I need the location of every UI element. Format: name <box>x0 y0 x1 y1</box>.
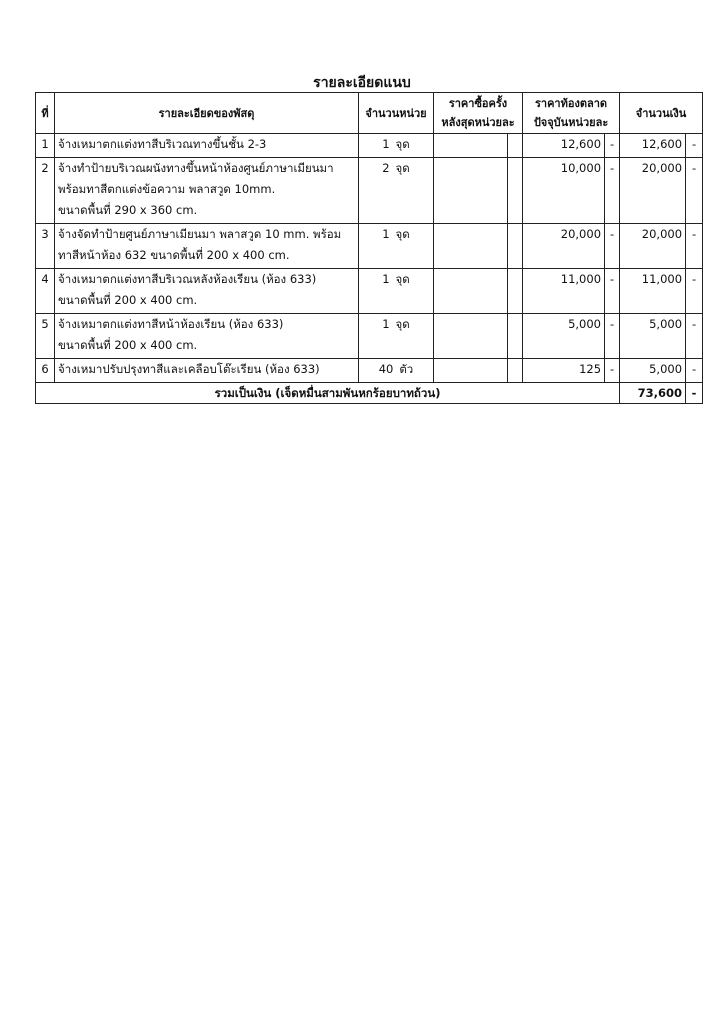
total-row <box>36 383 703 404</box>
row-number: 5 <box>36 314 55 359</box>
header-no: ที่ <box>36 93 55 134</box>
header-market-line1: ราคาท้องตลาด <box>534 97 608 110</box>
total-label: รวมเป็นเงิน (เจ็ดหมื่นสามพันหกร้อยบาทถ้วน) <box>36 383 620 404</box>
table-body <box>36 134 703 404</box>
row-detail <box>55 314 359 359</box>
row-qty-number: 40 <box>378 362 394 376</box>
header-last-price-line1: ราคาซื้อครั้ง <box>448 97 508 110</box>
row-detail-line: ทาสีหน้าห้อง 632 ขนาดพื้นที่ 200 x 400 cm. <box>58 248 290 262</box>
row-detail-line: จ้างจัดทำป้ายศูนย์ภาษาเมียนมา พลาสวูด 10 mm. พร้อม <box>58 227 342 241</box>
row-detail <box>55 224 359 269</box>
row-qty-unit: จุด <box>395 227 410 241</box>
row-market-price: 20,000 <box>523 224 605 269</box>
row-qty-unit: จุด <box>395 317 410 331</box>
row-qty-unit: จุด <box>395 272 410 286</box>
row-detail <box>55 359 359 383</box>
row-amount-sub: - <box>686 158 703 224</box>
row-last-price <box>434 134 508 158</box>
row-detail <box>55 158 359 224</box>
row-last-price-sub <box>508 269 523 314</box>
header-detail: รายละเอียดของพัสดุ <box>55 93 359 134</box>
row-qty-unit: จุด <box>395 137 410 151</box>
row-market-price: 125 <box>523 359 605 383</box>
header-last-price <box>434 93 523 134</box>
row-amount: 11,000 <box>620 269 686 314</box>
row-number: 1 <box>36 134 55 158</box>
table-header-row <box>36 93 703 134</box>
row-qty <box>359 224 434 269</box>
total-amount: 73,600 <box>620 383 686 404</box>
row-market-price-sub: - <box>605 224 620 269</box>
document-title: รายละเอียดแนบ <box>313 75 411 91</box>
row-qty-number: 1 <box>382 272 390 286</box>
row-detail-line: ขนาดพื้นที่ 200 x 400 cm. <box>58 338 198 352</box>
row-detail-line: จ้างทำป้ายบริเวณผนังทางขึ้นหน้าห้องศูนย์ภาษาเมียนมา <box>58 161 334 175</box>
row-detail <box>55 269 359 314</box>
table-row <box>36 359 703 383</box>
row-number: 2 <box>36 158 55 224</box>
row-amount-sub: - <box>686 359 703 383</box>
table-row <box>36 224 703 269</box>
row-amount: 12,600 <box>620 134 686 158</box>
row-qty-number: 1 <box>382 227 390 241</box>
row-amount-sub: - <box>686 269 703 314</box>
row-market-price: 5,000 <box>523 314 605 359</box>
row-last-price-sub <box>508 224 523 269</box>
row-number: 3 <box>36 224 55 269</box>
row-amount-sub: - <box>686 224 703 269</box>
table-row <box>36 134 703 158</box>
detail-table <box>35 92 703 404</box>
header-last-price-line2: หลังสุดหน่วยละ <box>441 116 515 129</box>
header-qty: จำนวนหน่วย <box>359 93 434 134</box>
row-last-price-sub <box>508 134 523 158</box>
row-qty-unit: ตัว <box>399 362 414 376</box>
row-number: 4 <box>36 269 55 314</box>
row-last-price <box>434 359 508 383</box>
row-detail-line: ขนาดพื้นที่ 290 x 360 cm. <box>58 203 198 217</box>
row-market-price: 12,600 <box>523 134 605 158</box>
row-qty-number: 2 <box>382 161 390 175</box>
header-market-line2: ปัจจุบันหน่วยละ <box>533 116 609 129</box>
header-market-price <box>523 93 620 134</box>
row-detail-line: จ้างเหมาตกแต่งทาสีหน้าห้องเรียน (ห้อง 633) <box>58 317 284 331</box>
row-market-price-sub: - <box>605 269 620 314</box>
row-market-price-sub: - <box>605 134 620 158</box>
row-last-price <box>434 224 508 269</box>
row-last-price-sub <box>508 158 523 224</box>
row-detail-line: จ้างเหมาปรับปรุงทาสีและเคลือบโต๊ะเรียน (ห้อง 633) <box>58 362 320 376</box>
row-market-price-sub: - <box>605 158 620 224</box>
row-market-price: 11,000 <box>523 269 605 314</box>
row-amount: 5,000 <box>620 359 686 383</box>
row-detail-line: ขนาดพื้นที่ 200 x 400 cm. <box>58 293 198 307</box>
row-qty <box>359 134 434 158</box>
row-detail <box>55 134 359 158</box>
row-qty <box>359 269 434 314</box>
table-row <box>36 314 703 359</box>
row-last-price <box>434 314 508 359</box>
table-row <box>36 269 703 314</box>
row-qty-unit: จุด <box>395 161 410 175</box>
row-detail-line: พร้อมทาสีตกแต่งข้อความ พลาสวูด 10mm. <box>58 182 276 196</box>
row-market-price-sub: - <box>605 359 620 383</box>
row-amount: 20,000 <box>620 158 686 224</box>
header-amount: จำนวนเงิน <box>620 93 703 134</box>
table-row <box>36 158 703 224</box>
row-amount: 5,000 <box>620 314 686 359</box>
row-qty-number: 1 <box>382 137 390 151</box>
total-amount-sub: - <box>686 383 703 404</box>
row-qty <box>359 158 434 224</box>
row-last-price-sub <box>508 359 523 383</box>
row-amount-sub: - <box>686 314 703 359</box>
row-qty-number: 1 <box>382 317 390 331</box>
row-qty <box>359 359 434 383</box>
row-qty <box>359 314 434 359</box>
row-last-price <box>434 158 508 224</box>
row-market-price-sub: - <box>605 314 620 359</box>
row-last-price <box>434 269 508 314</box>
row-detail-line: จ้างเหมาตกแต่งทาสีบริเวณหลังห้องเรียน (ห้อง 633) <box>58 272 317 286</box>
row-last-price-sub <box>508 314 523 359</box>
row-amount: 20,000 <box>620 224 686 269</box>
row-number: 6 <box>36 359 55 383</box>
row-amount-sub: - <box>686 134 703 158</box>
row-detail-line: จ้างเหมาตกแต่งทาสีบริเวณทางขึ้นชั้น 2-3 <box>58 137 267 151</box>
row-market-price: 10,000 <box>523 158 605 224</box>
